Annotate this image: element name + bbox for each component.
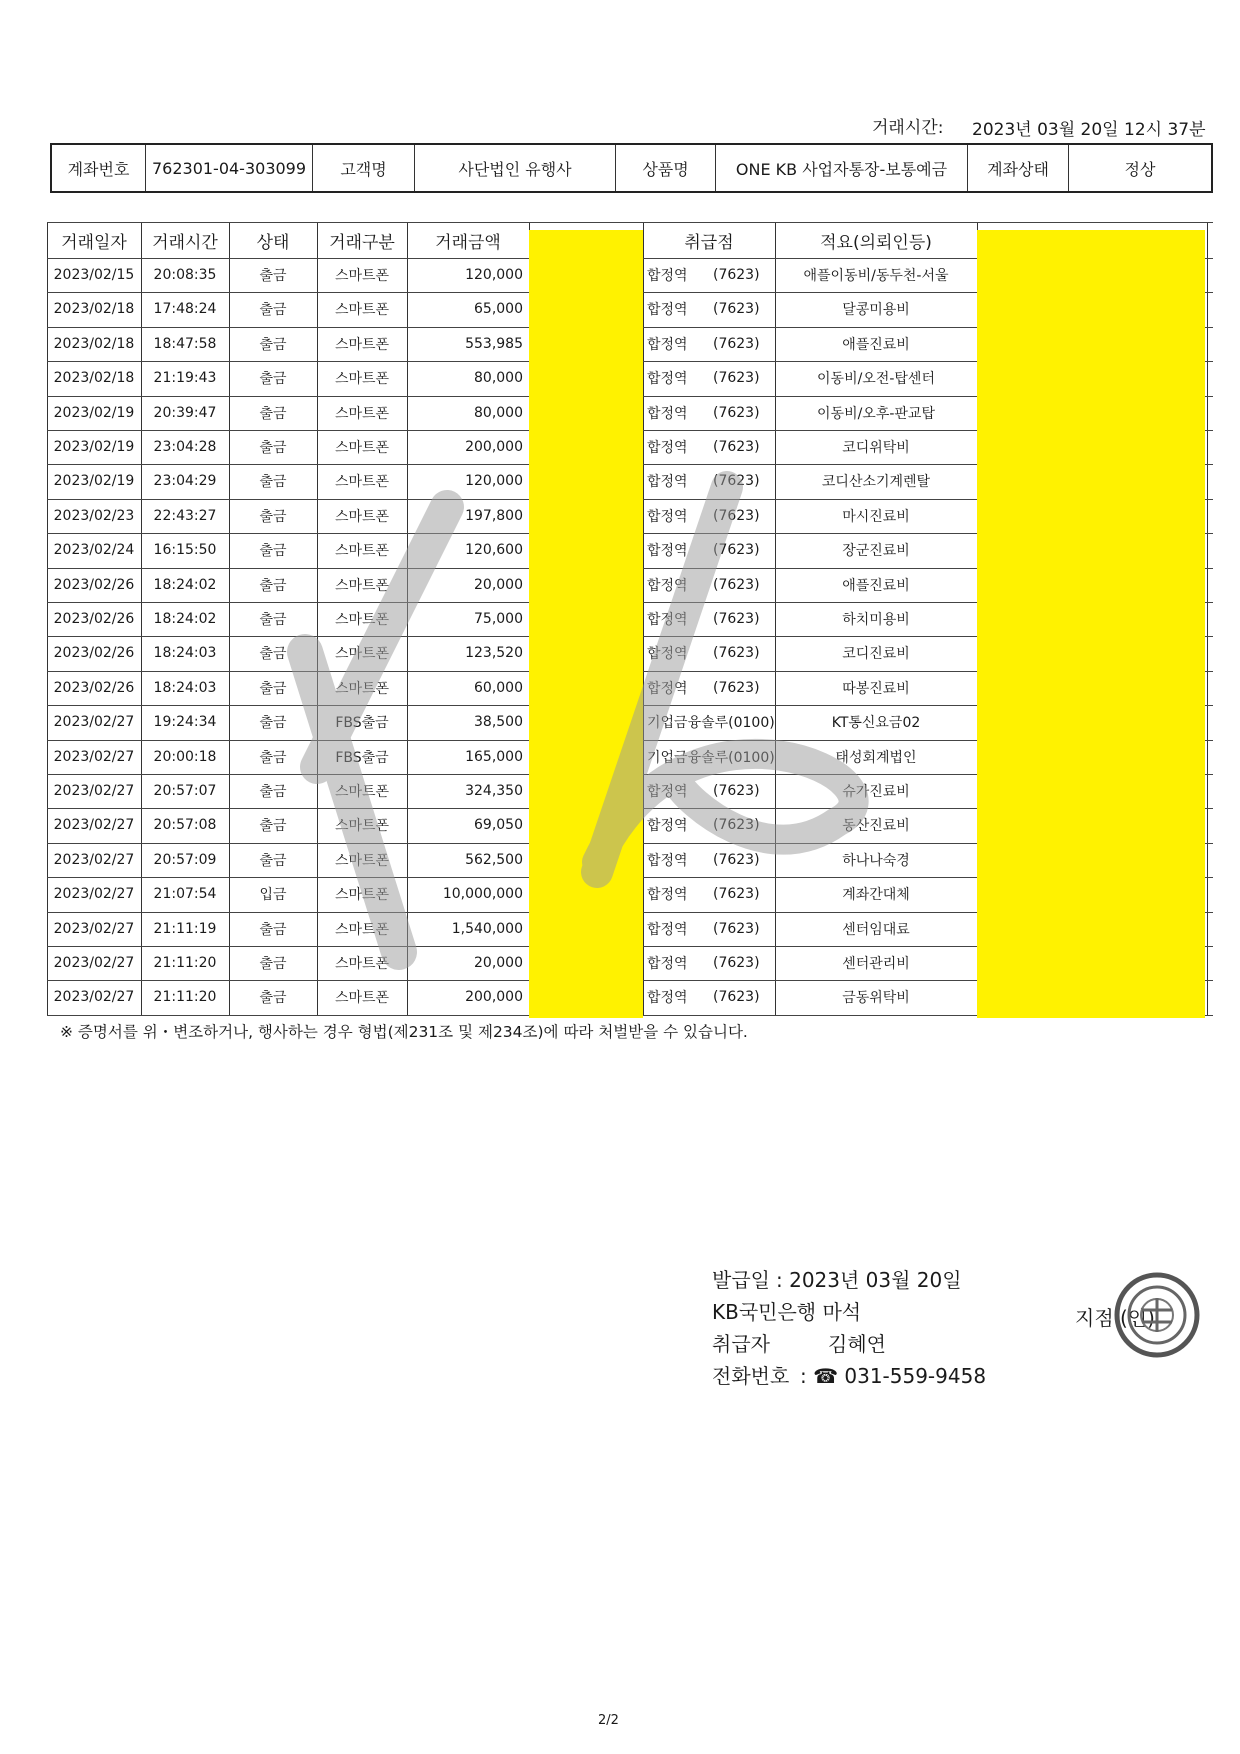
cell-date: 2023/02/27 — [53, 783, 135, 799]
handler-name: 김혜연 — [828, 1332, 886, 1356]
cell-memo: 슈가진료비 — [842, 784, 910, 800]
cell-time: 21:07:54 — [153, 886, 217, 903]
cell-branch: 합정역 — [647, 956, 688, 972]
cell-amount: 200,000 — [465, 439, 523, 455]
cell-type: 스마트폰 — [334, 268, 390, 284]
cell-type: 스마트폰 — [334, 336, 390, 353]
product-name: ONE KB 사업자통장-보통예금 — [715, 145, 967, 191]
cell-branch: 합정역 — [647, 577, 688, 594]
cell-branch-code: (7623) — [713, 989, 760, 1006]
cell-status: 출금 — [259, 302, 287, 319]
cell-type: FBS출금 — [335, 749, 389, 766]
cell-branch: 합정역 — [647, 302, 688, 319]
cell-branch-code: (7623) — [713, 370, 760, 387]
cell-branch-code: (7623) — [713, 473, 760, 490]
cell-date: 2023/02/18 — [53, 370, 135, 387]
cell-status: 출금 — [259, 440, 287, 456]
cell-date: 2023/02/19 — [53, 439, 135, 455]
cell-branch-code: (7623) — [713, 851, 760, 868]
cell-time: 22:43:27 — [153, 507, 217, 524]
account-status-label: 계좌상태 — [967, 145, 1068, 191]
cell-type: 스마트폰 — [334, 818, 390, 835]
cell-branch: 합정역 — [647, 818, 688, 835]
cell-type: 스마트폰 — [334, 371, 390, 388]
official-seal — [1112, 1270, 1202, 1360]
cell-branch-code: (7623) — [713, 886, 760, 903]
column-header: 취급점 — [684, 232, 734, 253]
cell-time: 21:19:43 — [153, 370, 217, 387]
cell-date: 2023/02/27 — [53, 851, 135, 868]
cell-branch: 합정역 — [647, 680, 688, 697]
cell-branch-code: (7623) — [713, 611, 760, 627]
column-header: 거래일자 — [61, 232, 127, 253]
cell-branch-code: (7623) — [713, 335, 760, 352]
cell-type: 스마트폰 — [334, 680, 390, 697]
cell-time: 20:57:09 — [153, 851, 217, 868]
cell-date: 2023/02/26 — [53, 576, 135, 593]
cell-branch: 기업금융솔루(0100) — [647, 749, 775, 766]
cell-memo: 코디산소기계렌탈 — [821, 474, 931, 491]
cell-branch-code — [713, 740, 773, 774]
cell-type: 스마트폰 — [334, 612, 390, 628]
cell-branch: 합정역 — [647, 268, 688, 284]
cell-branch-code: (7623) — [713, 267, 760, 283]
cell-branch: 기업금융솔루(0100) — [647, 715, 775, 732]
issue-date-label: 발급일 — [712, 1268, 770, 1292]
cell-branch-code: (7623) — [713, 817, 760, 834]
cell-date: 2023/02/27 — [53, 886, 135, 903]
cell-type: 스마트폰 — [334, 990, 390, 1007]
cell-memo: 태성회계법인 — [835, 749, 917, 766]
cell-time: 16:15:50 — [153, 542, 217, 559]
cell-time: 18:47:58 — [153, 335, 217, 352]
cell-amount: 20,000 — [474, 955, 523, 971]
cell-type: 스마트폰 — [334, 543, 390, 560]
cell-date: 2023/02/27 — [53, 955, 135, 971]
cell-time: 18:24:02 — [153, 611, 217, 627]
cell-time: 19:24:34 — [153, 714, 217, 731]
product-label: 상품명 — [615, 145, 715, 191]
cell-date: 2023/02/15 — [53, 267, 135, 283]
cell-memo: 동산진료비 — [842, 818, 910, 835]
cell-date: 2023/02/18 — [53, 335, 135, 352]
cell-status: 출금 — [259, 336, 287, 353]
cell-branch-code: (7623) — [713, 301, 760, 318]
cell-branch: 합정역 — [647, 852, 688, 869]
cell-branch: 합정역 — [647, 508, 688, 525]
cell-amount: 65,000 — [474, 301, 523, 318]
cell-amount: 324,350 — [465, 783, 523, 799]
cell-branch-code: (7623) — [713, 576, 760, 593]
cell-amount: 20,000 — [474, 576, 523, 593]
cell-branch-code: (7623) — [713, 645, 760, 662]
cell-status: 출금 — [259, 956, 287, 972]
cell-status: 출금 — [259, 405, 287, 422]
cell-branch: 합정역 — [647, 440, 688, 456]
cell-time: 20:39:47 — [153, 404, 217, 421]
cell-branch: 합정역 — [647, 474, 688, 491]
cell-memo: 금동위탁비 — [842, 990, 910, 1007]
cell-type: 스마트폰 — [334, 474, 390, 491]
cell-type: 스마트폰 — [334, 887, 390, 904]
account-status: 정상 — [1068, 145, 1211, 191]
cell-type: 스마트폰 — [334, 577, 390, 594]
cell-memo: 애플이동비/동두천-서울 — [803, 268, 949, 284]
cell-status: 출금 — [259, 784, 287, 800]
cell-time: 21:11:20 — [153, 989, 217, 1006]
cell-date: 2023/02/27 — [53, 714, 135, 731]
tx-time-value: 2023년 03월 20일 12시 37분 — [972, 120, 1206, 140]
cell-date: 2023/02/23 — [53, 507, 135, 524]
legal-notice: ※ 증명서를 위・변조하거나, 행사하는 경우 형법(제231조 및 제234조)에 따라 처벌받을 수 있습니다. — [60, 1023, 748, 1041]
cell-status: 출금 — [259, 268, 287, 284]
cell-amount: 69,050 — [474, 817, 523, 834]
cell-memo: 하나나숙경 — [842, 852, 910, 869]
cell-status: 출금 — [259, 612, 287, 628]
phone-number: : ☎ 031-559-9458 — [800, 1364, 987, 1388]
branch-seal-label: 지점 (인) — [1075, 1306, 1155, 1330]
cell-amount: 200,000 — [465, 989, 523, 1006]
phone-label: 전화번호 — [712, 1364, 790, 1388]
cell-amount: 197,800 — [465, 507, 523, 524]
cell-memo: 따봉진료비 — [842, 680, 910, 697]
cell-status: 출금 — [259, 921, 287, 938]
cell-memo: 하치미용비 — [842, 612, 910, 628]
cell-time: 23:04:28 — [153, 439, 217, 455]
cell-memo: 센터관리비 — [842, 956, 910, 972]
cell-date: 2023/02/19 — [53, 473, 135, 490]
tx-time-label: 거래시간: — [872, 118, 944, 138]
cell-amount: 38,500 — [474, 714, 523, 731]
cell-status: 출금 — [259, 818, 287, 835]
cell-amount: 165,000 — [465, 748, 523, 765]
cell-amount: 123,520 — [465, 645, 523, 662]
cell-branch: 합정역 — [647, 543, 688, 560]
redaction-block — [977, 230, 1205, 1018]
account-info-table — [50, 143, 1213, 193]
cell-memo: 마시진료비 — [842, 508, 910, 525]
handler-label: 취급자 — [712, 1332, 770, 1356]
cell-branch: 합정역 — [647, 784, 688, 800]
cell-status: 출금 — [259, 715, 287, 732]
cell-branch-code: (7623) — [713, 679, 760, 696]
cell-branch: 합정역 — [647, 612, 688, 628]
cell-branch-code: (7623) — [713, 439, 760, 455]
cell-memo: 계좌간대체 — [842, 887, 910, 904]
cell-date: 2023/02/26 — [53, 645, 135, 662]
cell-branch-code: (7623) — [713, 404, 760, 421]
cell-memo: KT통신요금02 — [831, 715, 921, 732]
cell-branch: 합정역 — [647, 887, 688, 904]
cell-branch: 합정역 — [647, 336, 688, 353]
column-header: 거래구분 — [329, 232, 395, 253]
cell-memo: 센터임대료 — [842, 921, 910, 938]
cell-status: 출금 — [259, 680, 287, 697]
cell-time: 17:48:24 — [153, 301, 217, 318]
customer-label: 고객명 — [312, 145, 414, 191]
account-no-label: 계좌번호 — [67, 159, 130, 179]
cell-branch-code: (7623) — [713, 955, 760, 971]
cell-date: 2023/02/26 — [53, 679, 135, 696]
cell-amount: 1,540,000 — [451, 920, 523, 937]
transactions-table — [47, 222, 1213, 1017]
cell-type: 스마트폰 — [334, 405, 390, 422]
cell-type: 스마트폰 — [334, 921, 390, 938]
cell-amount: 562,500 — [465, 851, 523, 868]
cell-time: 21:11:19 — [153, 920, 217, 937]
cell-branch-code: (7623) — [713, 920, 760, 937]
cell-amount: 120,600 — [465, 542, 523, 559]
cell-status: 출금 — [259, 474, 287, 491]
cell-date: 2023/02/26 — [53, 611, 135, 627]
cell-status: 출금 — [259, 990, 287, 1007]
cell-time: 20:00:18 — [153, 748, 217, 765]
cell-type: 스마트폰 — [334, 302, 390, 319]
cell-type: 스마트폰 — [334, 784, 390, 800]
column-header: 거래시간 — [152, 232, 218, 253]
cell-date: 2023/02/27 — [53, 920, 135, 937]
cell-memo: 코디진료비 — [842, 646, 910, 663]
cell-date: 2023/02/27 — [53, 817, 135, 834]
issue-date: : 2023년 03월 20일 — [776, 1268, 962, 1292]
cell-type: 스마트폰 — [334, 440, 390, 456]
cell-amount: 120,000 — [465, 473, 523, 490]
cell-amount: 553,985 — [465, 335, 523, 352]
cell-time: 21:11:20 — [153, 955, 217, 971]
cell-branch: 합정역 — [647, 646, 688, 663]
cell-amount: 75,000 — [474, 611, 523, 627]
column-header: 거래금액 — [435, 232, 501, 253]
table-column-divider — [643, 222, 644, 1015]
cell-status: 입금 — [259, 887, 287, 904]
cell-type: 스마트폰 — [334, 956, 390, 972]
cell-date: 2023/02/27 — [53, 989, 135, 1006]
cell-date: 2023/02/18 — [53, 301, 135, 318]
cell-type: 스마트폰 — [334, 508, 390, 525]
cell-amount: 80,000 — [474, 370, 523, 387]
cell-status: 출금 — [259, 508, 287, 525]
cell-branch-code: (7623) — [713, 783, 760, 799]
cell-status: 출금 — [259, 646, 287, 663]
page-number: 2/2 — [598, 1713, 619, 1728]
cell-branch: 합정역 — [647, 405, 688, 422]
cell-time: 20:57:07 — [153, 783, 217, 799]
cell-status: 출금 — [259, 371, 287, 388]
cell-memo: 장군진료비 — [842, 543, 910, 560]
cell-memo: 달콩미용비 — [842, 302, 910, 319]
cell-branch: 합정역 — [647, 371, 688, 388]
cell-branch: 합정역 — [647, 990, 688, 1007]
cell-date: 2023/02/27 — [53, 748, 135, 765]
column-header: 상태 — [256, 232, 290, 253]
cell-memo: 애플진료비 — [842, 577, 910, 594]
cell-memo: 이동비/오후-판교탑 — [817, 405, 935, 422]
cell-status: 출금 — [259, 577, 287, 594]
cell-amount: 10,000,000 — [442, 886, 523, 903]
cell-time: 20:57:08 — [153, 817, 217, 834]
cell-time: 18:24:02 — [153, 576, 217, 593]
cell-status: 출금 — [259, 749, 287, 766]
cell-type: 스마트폰 — [334, 852, 390, 869]
cell-status: 출금 — [259, 852, 287, 869]
cell-amount: 120,000 — [465, 267, 523, 283]
cell-time: 20:08:35 — [153, 267, 217, 283]
cell-branch-code — [713, 705, 773, 739]
cell-memo: 애플진료비 — [842, 336, 910, 353]
customer-name: 사단법인 유행사 — [414, 145, 615, 191]
redaction-block — [529, 230, 643, 1018]
column-header: 적요(의뢰인등) — [820, 232, 932, 253]
cell-branch-code: (7623) — [713, 507, 760, 524]
cell-amount: 60,000 — [474, 679, 523, 696]
table-column-divider — [1207, 222, 1208, 1015]
cell-type: FBS출금 — [335, 715, 389, 732]
cell-memo: 코디위탁비 — [842, 440, 910, 456]
cell-amount: 80,000 — [474, 404, 523, 421]
cell-date: 2023/02/24 — [53, 542, 135, 559]
cell-time: 18:24:03 — [153, 679, 217, 696]
cell-time: 18:24:03 — [153, 645, 217, 662]
cell-branch-code: (7623) — [713, 542, 760, 559]
cell-status: 출금 — [259, 543, 287, 560]
cell-branch: 합정역 — [647, 921, 688, 938]
cell-time: 23:04:29 — [153, 473, 217, 490]
cell-type: 스마트폰 — [334, 646, 390, 663]
bank-branch: KB국민은행 마석 — [712, 1300, 862, 1324]
account-no: 762301-04-303099 — [145, 145, 312, 191]
cell-memo: 이동비/오전-탑센터 — [817, 371, 935, 388]
cell-date: 2023/02/19 — [53, 404, 135, 421]
